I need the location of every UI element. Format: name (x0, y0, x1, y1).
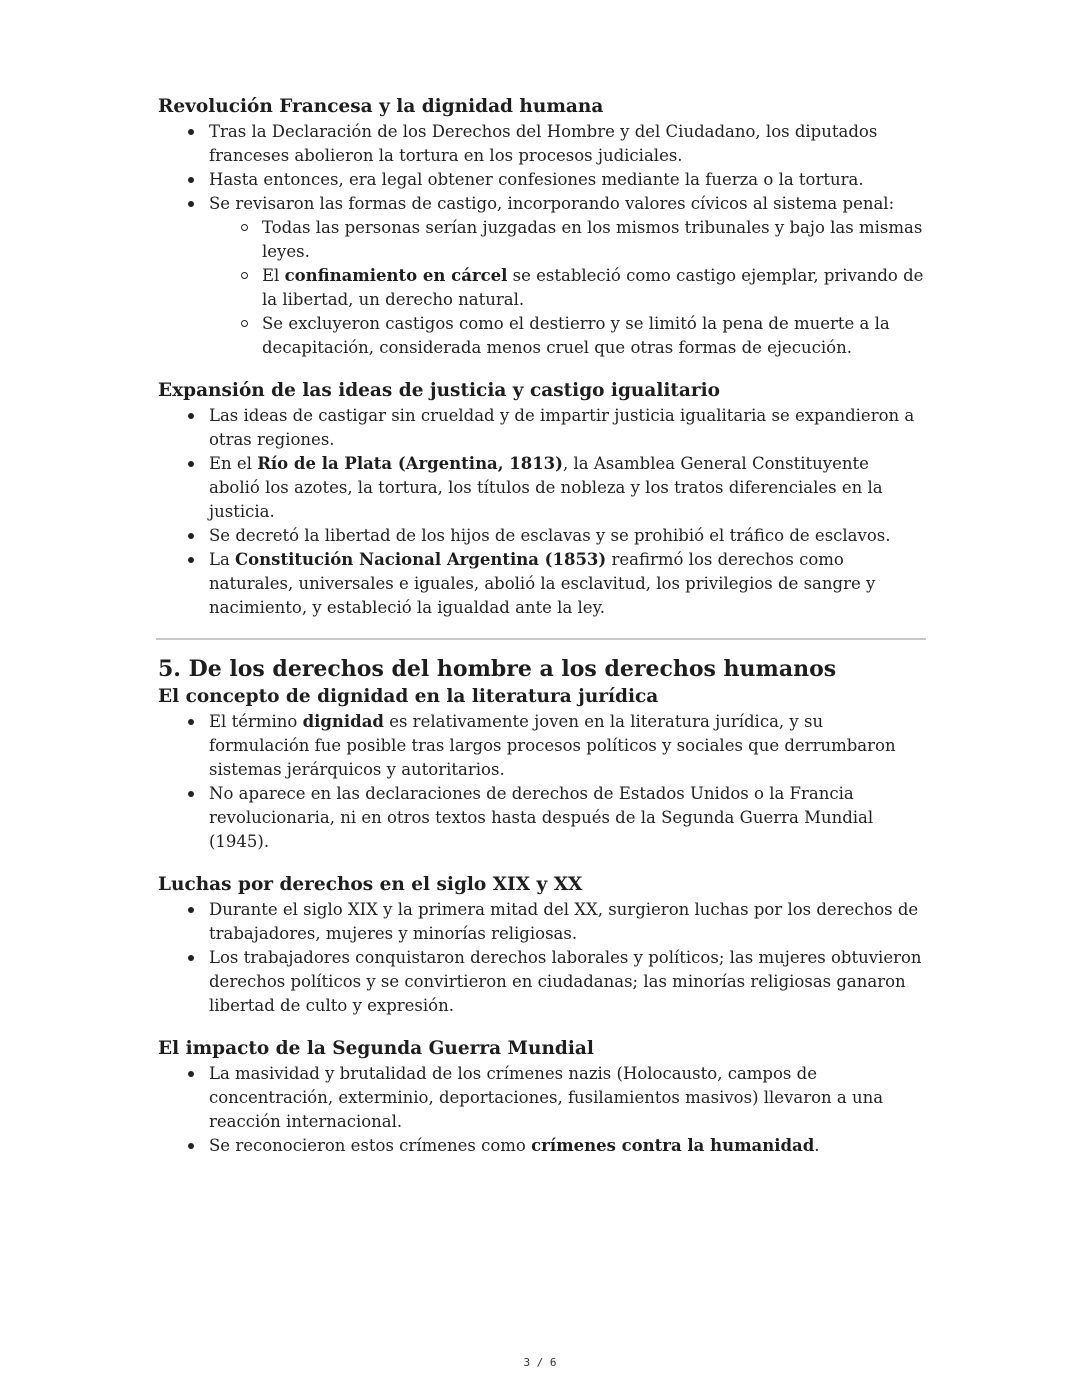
text: . (814, 1136, 820, 1155)
text: Se reconocieron estos crímenes como (209, 1136, 532, 1155)
list-item (158, 192, 924, 360)
text: se estableció como castigo ejemplar, privando de la libertad, un derecho natural. (262, 266, 924, 309)
bullet-list (158, 898, 924, 1018)
bold-text: Río de la Plata (Argentina, 1813) (257, 454, 563, 473)
list-item: La masividad y brutalidad de los crímenes nazis (Holocausto, campos de concentración, exterminio, deportaciones, fusilamientos masivos) llevaron a una reacción internacional. (158, 1062, 924, 1134)
section-heading: El impacto de la Segunda Guerra Mundial (158, 1038, 594, 1059)
list-item: Se decretó la libertad de los hijos de esclavas y se prohibió el tráfico de esclavos. (158, 524, 924, 548)
section-expansion-ideas (158, 378, 924, 620)
list-item (158, 710, 924, 782)
section-luchas-derechos (158, 872, 924, 1018)
text: El (262, 266, 285, 285)
section-heading: Revolución Francesa y la dignidad humana (158, 96, 604, 117)
list-item: No aparece en las declaraciones de derechos de Estados Unidos o la Francia revolucionaria, ni en otros textos hasta después de la Segunda Guerra Mundial (1945). (158, 782, 924, 854)
text: es relativamente joven en la literatura jurídica, y su formulación fue posible tras largos procesos políticos y sociales que derrumbaron sistemas jerárquicos y autoritarios. (209, 712, 896, 779)
text: La (209, 550, 236, 569)
document-page (158, 94, 924, 1176)
bullet-list (158, 120, 924, 360)
list-item (158, 1134, 924, 1158)
section-revolucion-francesa (158, 94, 924, 360)
sub-list-item (158, 264, 924, 312)
bullet-list (158, 1062, 924, 1158)
horizontal-divider (156, 638, 926, 640)
list-item: Durante el siglo XIX y la primera mitad del XX, surgieron luchas por los derechos de trabajadores, mujeres y minorías religiosas. (158, 898, 924, 946)
section-concepto-dignidad (158, 684, 924, 854)
bold-text: crímenes contra la humanidad (531, 1136, 815, 1155)
bold-text: confinamiento en cárcel (284, 266, 508, 285)
page-number: 3 / 6 (523, 1356, 557, 1369)
list-item (158, 548, 924, 620)
bold-text: Constitución Nacional Argentina (1853) (235, 550, 607, 569)
list-item: Los trabajadores conquistaron derechos laborales y políticos; las mujeres obtuvieron derechos políticos y se convirtieron en ciudadanas; las minorías religiosas ganaron libertad de culto y expresión. (158, 946, 924, 1018)
text: El término (209, 712, 303, 731)
list-item: Hasta entonces, era legal obtener confesiones mediante la fuerza o la tortura. (158, 168, 924, 192)
list-item-text: Se revisaron las formas de castigo, incorporando valores cívicos al sistema penal: (209, 194, 895, 213)
section-heading: Luchas por derechos en el siglo XIX y XX (158, 874, 583, 895)
text: reafirmó los derechos como naturales, universales e iguales, abolió la esclavitud, los privilegios de sangre y nacimiento, y estableció la igualdad ante la ley. (209, 550, 876, 617)
chapter-title: 5. De los derechos del hombre a los derechos humanos (158, 656, 837, 682)
section-heading: Expansión de las ideas de justicia y castigo igualitario (158, 380, 721, 401)
bold-text: dignidad (302, 712, 384, 731)
sub-list-item: Se excluyeron castigos como el destierro y se limitó la pena de muerte a la decapitación, considerada menos cruel que otras formas de ejecución. (158, 312, 924, 360)
bullet-list (158, 710, 924, 854)
section-impacto-guerra (158, 1036, 924, 1158)
sub-list-item: Todas las personas serían juzgadas en los mismos tribunales y bajo las mismas leyes. (158, 216, 924, 264)
section-heading: El concepto de dignidad en la literatura jurídica (158, 686, 659, 707)
list-item: Las ideas de castigar sin crueldad y de impartir justicia igualitaria se expandieron a otras regiones. (158, 404, 924, 452)
bullet-list (158, 404, 924, 620)
list-item (158, 452, 924, 524)
text: , la Asamblea General Constituyente abolió los azotes, la tortura, los títulos de nobleza y los tratos diferenciales en la justicia. (209, 454, 883, 521)
list-item: Tras la Declaración de los Derechos del Hombre y del Ciudadano, los diputados franceses abolieron la tortura en los procesos judiciales. (158, 120, 924, 168)
text: En el (209, 454, 258, 473)
sub-bullet-list (209, 216, 924, 360)
